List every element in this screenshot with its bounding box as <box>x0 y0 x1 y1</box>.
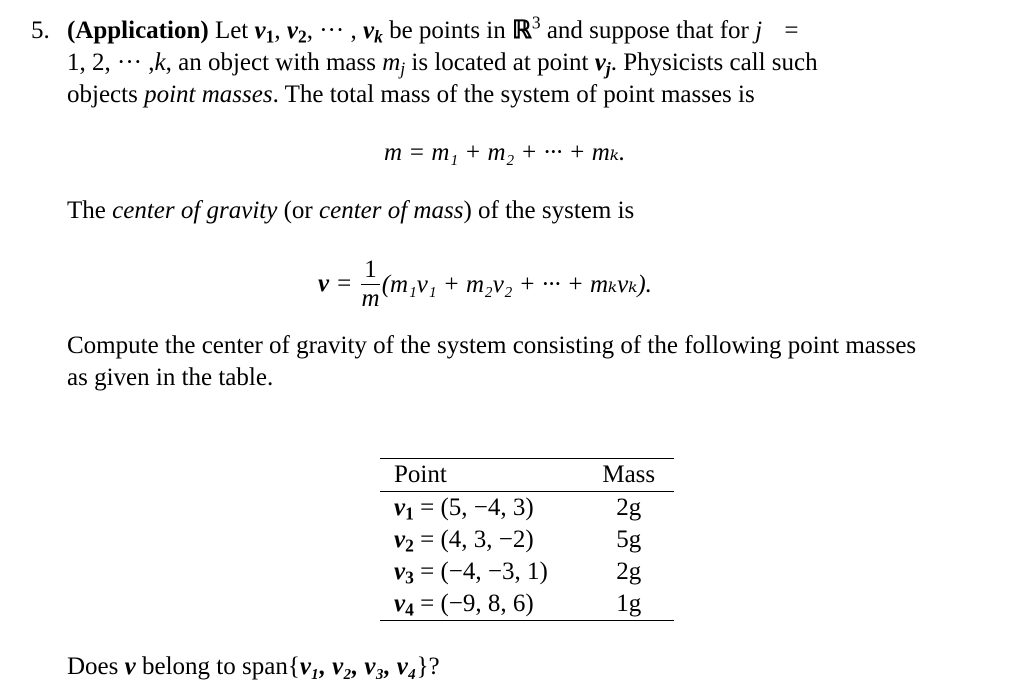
point-cell: $v_2 = (4$, 3, −2) <box>394 526 534 556</box>
point-cell: $v_4 = (-9$, 8, 6) <box>394 590 534 620</box>
mass-cell: 1g <box>616 590 642 617</box>
center-of-gravity-equation: v = $\frac{1}{m}$ (m₁v₁ + m₂v₂ + ··· + mₖvₖ). <box>318 255 652 312</box>
intro-line-1: (Application) Let $v_1$, $v_2$, ··· , $v_k$ be points in ℝ$^3$ and suppose that for j = <box>67 12 799 47</box>
compute-instruction-line-1: Compute the center of gravity of the system consisting of the following point masses <box>67 332 917 359</box>
intro-line-3: objects point masses. The total mass of the system of point masses is <box>67 81 755 108</box>
center-of-gravity-intro: The center of gravity (or center of mass) of the system is <box>67 197 635 224</box>
column-header-point: Point <box>394 461 447 488</box>
mass-cell: 2g <box>616 494 642 521</box>
table-row <box>380 556 674 588</box>
span-question: Does v belong to span{v₁, v₂, v₃, v₄}? <box>67 653 440 680</box>
mass-cell: 2g <box>616 558 642 585</box>
intro-line-2: 1, 2, ··· ,k, an object with mass $m_j$ is located at point $v_j$. Physicists call such <box>67 49 818 79</box>
table-row <box>380 492 674 525</box>
problem-number: 5. <box>31 17 50 44</box>
table-row <box>380 588 674 621</box>
point-cell: $v_1 = (5$, −4, 3) <box>394 494 534 524</box>
compute-instruction-line-2: as given in the table. <box>67 364 274 391</box>
mass-cell: 5g <box>616 526 642 553</box>
table-header-row <box>380 459 674 492</box>
point-cell: $v_3 = (-4$, −3, 1) <box>394 558 548 588</box>
column-header-mass: Mass <box>602 461 656 488</box>
total-mass-equation: m = m₁ + m₂ + ··· + mₖ. <box>384 139 626 166</box>
point-mass-table <box>380 458 674 621</box>
problem-tag: (Application) <box>67 17 209 44</box>
fraction: $\frac{1}{m}$ <box>361 255 380 312</box>
table-row <box>380 524 674 556</box>
